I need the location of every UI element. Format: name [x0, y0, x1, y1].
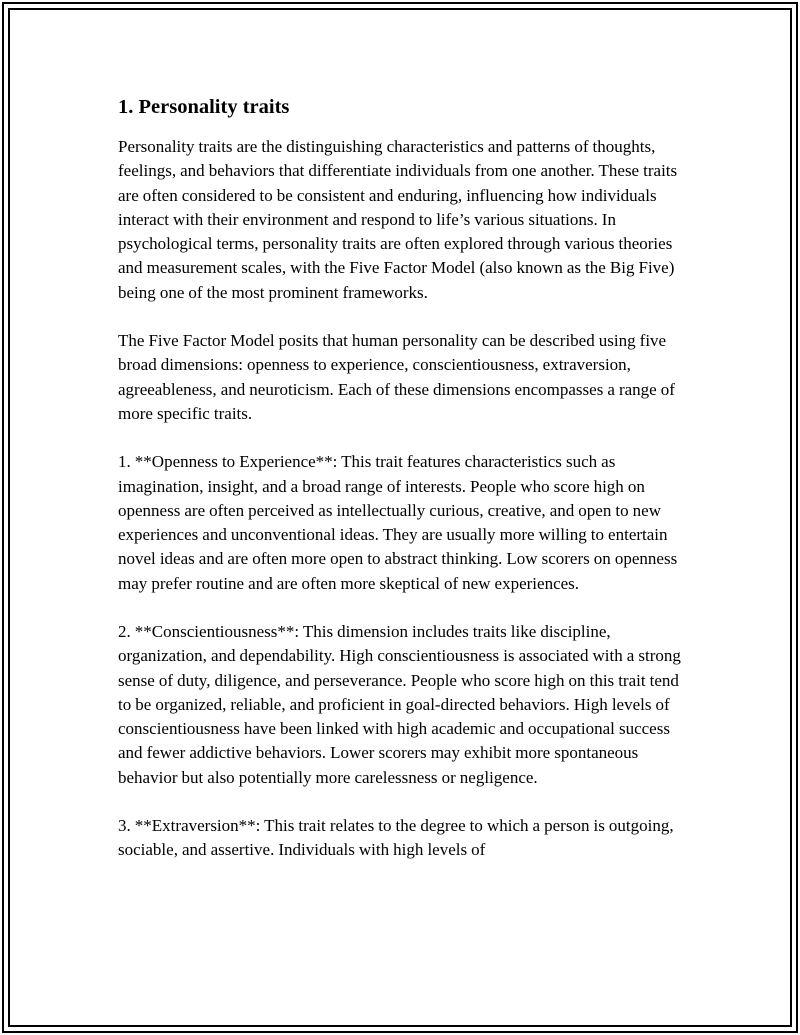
- paragraph-extraversion: 3. **Extraversion**: This trait relates to the degree to which a person is outgoing, sociable, and assertive. Individuals with high levels of: [118, 816, 674, 860]
- paragraph-intro: Personality traits are the distinguishing characteristics and patterns of thoughts, feelings, and behaviors that differentiate individuals from one another. These traits are often considered to be consistent and enduring, influencing how individuals interact with their environment and respond to life’s various situations. In psychological terms, personality traits are often explored through various theories and measurement scales, with the Five Factor Model (also known as the Big Five) being one of the most prominent frameworks.: [118, 137, 678, 302]
- document-body: [118, 94, 693, 887]
- paragraph-five-factor-model: The Five Factor Model posits that human personality can be described using five broad dimensions: openness to experience, conscientiousness, extraversion, agreeableness, and neuroticism. Each of these dimensions encompasses a range of more specific traits.: [118, 331, 675, 423]
- paragraph-conscientiousness: 2. **Conscientiousness**: This dimension includes traits like discipline, organization, and dependability. High conscientiousness is associated with a strong sense of duty, diligence, and perseverance. People who score high on this trait tend to be organized, reliable, and proficient in goal-directed behaviors. High levels of conscientiousness have been linked with high academic and occupational success and fewer addictive behaviors. Lower scorers may exhibit more spontaneous behavior but also potentially more carelessness or negligence.: [118, 622, 681, 787]
- section-heading: 1. Personality traits: [118, 96, 290, 118]
- paragraph-openness: 1. **Openness to Experience**: This trait features characteristics such as imagination, insight, and a broad range of interests. People who score high on openness are often perceived as intellectually curious, creative, and open to new experiences and unconventional ideas. They are usually more willing to entertain novel ideas and are often more open to abstract thinking. Low scorers on openness may prefer routine and are often more skeptical of new experiences.: [118, 452, 678, 593]
